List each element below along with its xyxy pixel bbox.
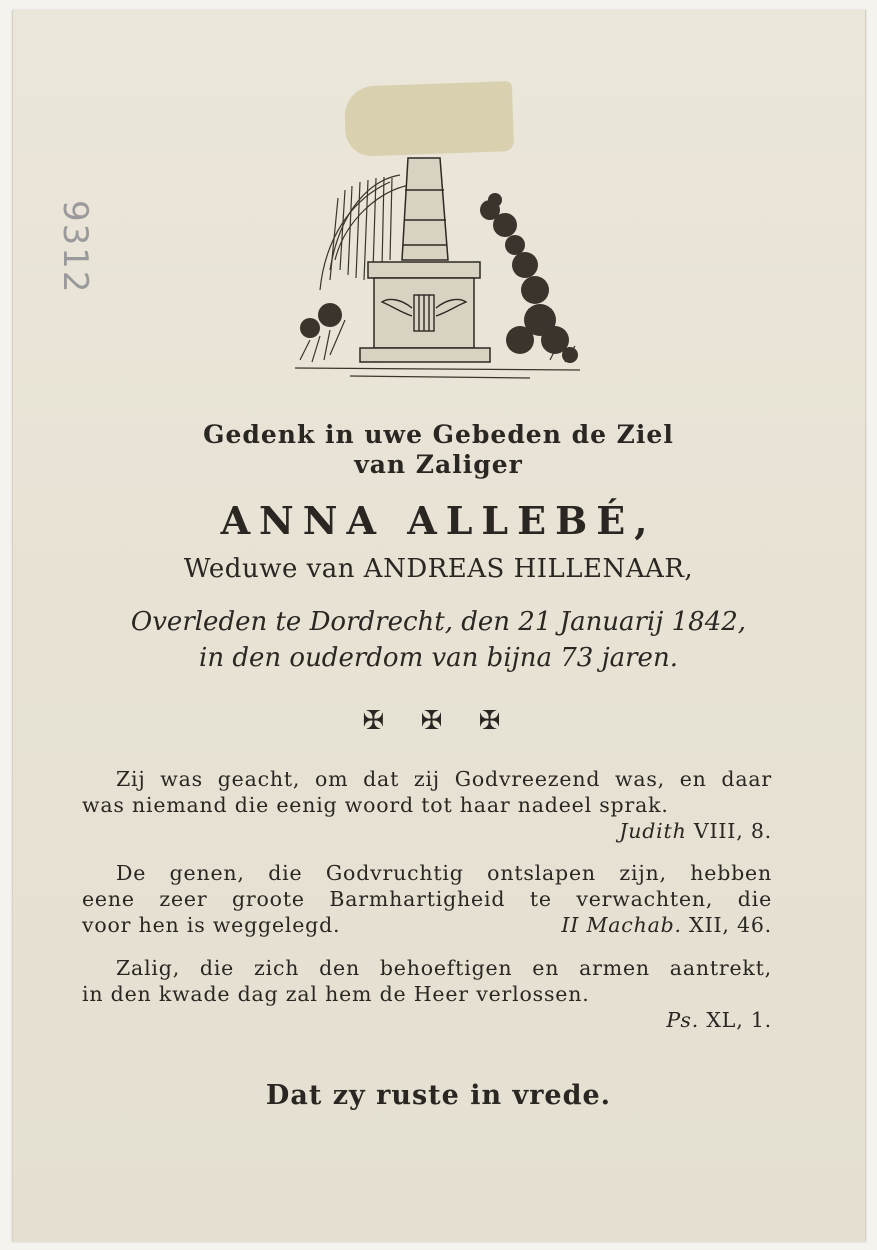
verse-line: in den kwade dag zal hem de Heer verlossen.	[82, 982, 590, 1006]
age-line: in den ouderdom van bijna 73 jaren.	[199, 643, 678, 673]
verse-line: voor hen is weggelegd.	[82, 913, 341, 937]
closing-blessing: Dat zy ruste in vrede.	[265, 1080, 612, 1111]
reference-book: Ps.	[666, 1008, 700, 1032]
verse-reference	[82, 1007, 772, 1033]
verse-judith	[82, 766, 772, 844]
verse-machabees	[82, 860, 772, 938]
tape-residue	[344, 81, 514, 157]
heading-line-2: van Zaliger	[354, 450, 523, 479]
reference-number: VIII, 8.	[693, 819, 772, 843]
verse-reference	[561, 912, 772, 938]
verse-line: Zalig, die zich den behoeftigen en armen aantrekt,	[116, 956, 772, 980]
reference-book: II Machab.	[561, 913, 682, 937]
crosses-ornament: ✠ ✠ ✠	[362, 706, 515, 736]
verse-last-row	[82, 912, 772, 938]
reference-number: XL, 1.	[706, 1008, 772, 1032]
reference-book: Judith	[619, 819, 687, 843]
verse-psalm	[82, 955, 772, 1033]
reference-number: XII, 46.	[689, 913, 772, 937]
death-line: Overleden te Dordrecht, den 21 Januarij 1842,	[130, 607, 747, 637]
widow-of-line: Weduwe van ANDREAS HILLENAAR,	[183, 554, 694, 584]
verse-reference	[82, 818, 772, 844]
pencil-inventory-number: 9312	[55, 200, 95, 295]
verse-line: Zij was geacht, om dat zij Godvreezend was, en daar	[116, 767, 772, 791]
tomb-engraving-image	[290, 150, 590, 390]
deceased-name: ANNA ALLEBÉ,	[220, 498, 657, 543]
heading-line-1: Gedenk in uwe Gebeden de Ziel	[203, 420, 674, 449]
verse-line: eene zeer groote Barmhartigheid te verwachten, die	[82, 887, 772, 911]
verse-line: was niemand die eenig woord tot haar nadeel sprak.	[82, 793, 669, 817]
verse-line: De genen, die Godvruchtig ontslapen zijn, hebben	[116, 861, 772, 885]
